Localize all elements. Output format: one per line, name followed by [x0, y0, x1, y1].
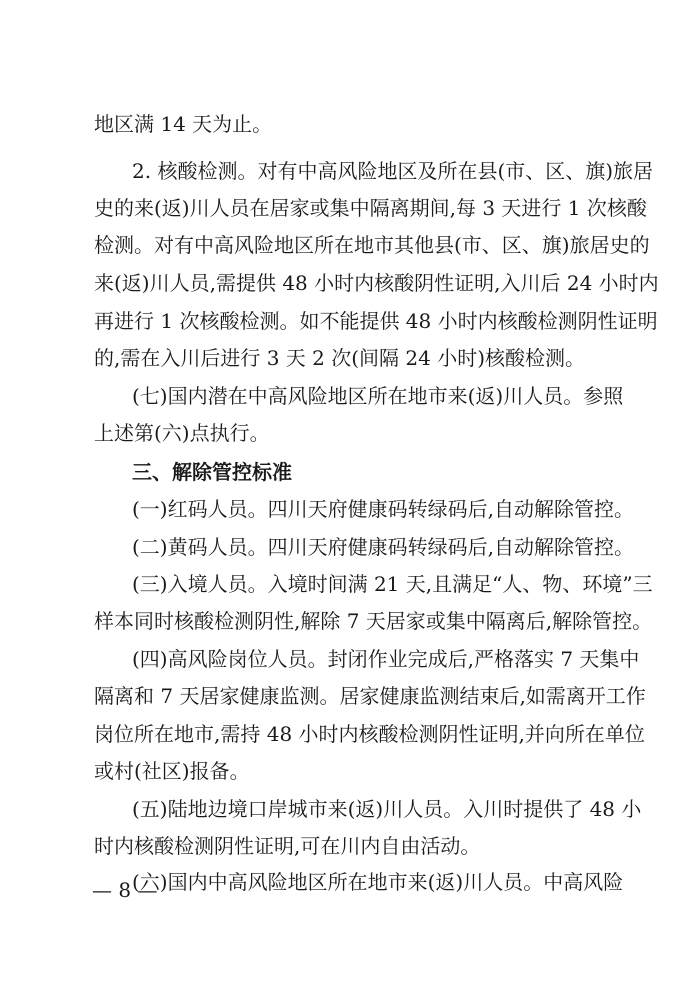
page-number: — 8 — — [92, 878, 158, 902]
text-line-2: 2. 核酸检测。对有中高风险地区及所在县(市、区、旗)旅居 — [132, 159, 654, 183]
text-line-5: 来(返)川人员,需提供 48 小时内核酸阴性证明,入川后 24 小时内 — [94, 271, 659, 295]
text-line-1: 地区满 14 天为止。 — [94, 112, 273, 136]
text-line-18: 或村(社区)报备。 — [94, 759, 250, 783]
text-line-21: (六)国内中高风险地区所在地市来(返)川人员。中高风险 — [132, 870, 624, 894]
text-line-11: (一)红码人员。四川天府健康码转绿码后,自动解除管控。 — [132, 497, 634, 521]
text-line-4: 检测。对有中高风险地区所在地市其他县(市、区、旗)旅居史的 — [94, 233, 650, 257]
text-line-9: 上述第(六)点执行。 — [94, 421, 270, 445]
text-line-13: (三)入境人员。入境时间满 21 天,且满足“人、物、环境”三 — [132, 572, 653, 596]
text-line-12: (二)黄码人员。四川天府健康码转绿码后,自动解除管控。 — [132, 535, 634, 559]
text-line-19: (五)陆地边境口岸城市来(返)川人员。入川时提供了 48 小 — [132, 797, 642, 821]
text-line-16: 隔离和 7 天居家健康监测。居家健康监测结束后,如需离开工作 — [94, 684, 646, 708]
text-line-15: (四)高风险岗位人员。封闭作业完成后,严格落实 7 天集中 — [132, 647, 640, 671]
text-line-7: 的,需在入川后进行 3 天 2 次(间隔 24 小时)核酸检测。 — [94, 346, 586, 370]
text-line-20: 时内核酸检测阴性证明,可在川内自由活动。 — [94, 834, 481, 858]
text-line-14: 样本同时核酸检测阴性,解除 7 天居家或集中隔离后,解除管控。 — [94, 609, 653, 633]
section-heading: 三、解除管控标准 — [132, 460, 292, 484]
text-line-6: 再进行 1 次核酸检测。如不能提供 48 小时内核酸检测阴性证明 — [94, 309, 658, 333]
text-line-8: (七)国内潜在中高风险地区所在地市来(返)川人员。参照 — [132, 384, 624, 408]
text-line-3: 史的来(返)川人员在居家或集中隔离期间,每 3 天进行 1 次核酸 — [94, 196, 647, 220]
text-line-17: 岗位所在地市,需持 48 小时内核酸检测阴性证明,并向所在单位 — [94, 722, 645, 746]
